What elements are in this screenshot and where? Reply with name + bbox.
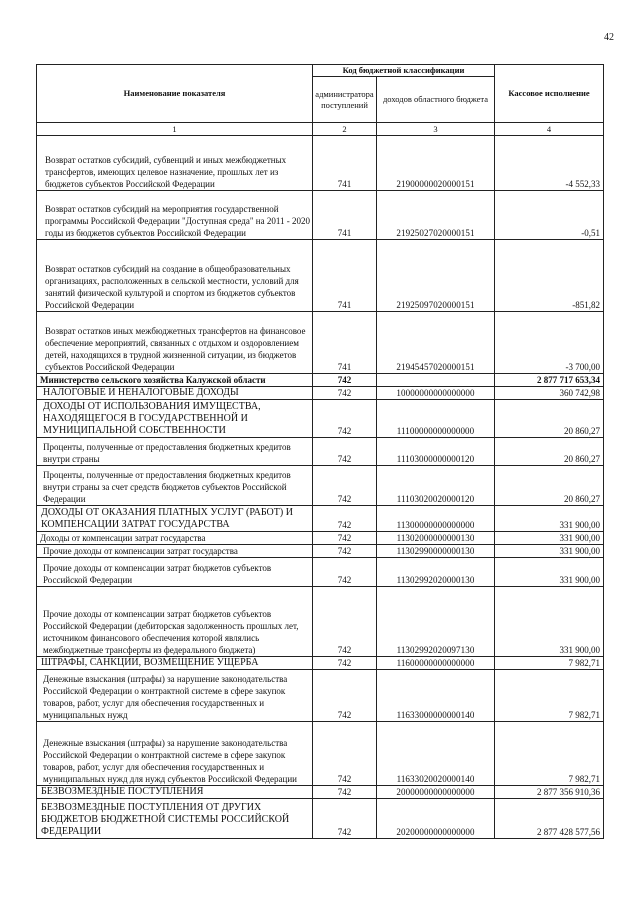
row-name: БЕЗВОЗМЕЗДНЫЕ ПОСТУПЛЕНИЯ <box>37 786 313 799</box>
row-name: Проценты, полученные от предоставления бюджетных кредитов внутри страны <box>37 438 313 466</box>
row-name: ШТРАФЫ, САНКЦИИ, ВОЗМЕЩЕНИЕ УЩЕРБА <box>37 657 313 670</box>
row-sum: 2 877 717 653,34 <box>495 374 604 387</box>
row-name: Проценты, полученные от предоставления бюджетных кредитов внутри страны за счет средств бюджетов субъектов Российской Федерации <box>37 466 313 506</box>
row-code: 21925027020000151 <box>377 191 495 240</box>
table-row <box>37 532 604 545</box>
row-sum: -4 552,33 <box>495 136 604 191</box>
row-admin: 742 <box>313 657 377 670</box>
row-code: 10000000000000000 <box>377 387 495 400</box>
row-name: ДОХОДЫ ОТ ОКАЗАНИЯ ПЛАТНЫХ УСЛУГ (РАБОТ) И КОМПЕНСАЦИИ ЗАТРАТ ГОСУДАРСТВА <box>37 506 313 532</box>
row-sum: 2 877 356 910,36 <box>495 786 604 799</box>
row-admin: 741 <box>313 312 377 374</box>
row-name: НАЛОГОВЫЕ И НЕНАЛОГОВЫЕ ДОХОДЫ <box>37 387 313 400</box>
row-sum: 20 860,27 <box>495 466 604 506</box>
row-sum: -851,82 <box>495 240 604 312</box>
row-sum: 331 900,00 <box>495 545 604 558</box>
row-sum: 20 860,27 <box>495 438 604 466</box>
row-sum: -3 700,00 <box>495 312 604 374</box>
row-sum: -0,51 <box>495 191 604 240</box>
row-name: Возврат остатков субсидий на мероприятия государственной программы Российской Федерации "Доступная среда" на 2011 - 2020 годы из бюджетов субъектов Российской Федерации <box>37 191 313 240</box>
row-admin: 742 <box>313 558 377 587</box>
row-sum: 360 742,98 <box>495 387 604 400</box>
row-sum: 7 982,71 <box>495 670 604 722</box>
table-row <box>37 438 604 466</box>
header-income: доходов областного бюджета <box>377 77 495 123</box>
table-row <box>37 506 604 532</box>
row-admin: 742 <box>313 722 377 786</box>
row-sum: 2 877 428 577,56 <box>495 799 604 839</box>
table-row <box>37 545 604 558</box>
row-admin: 742 <box>313 545 377 558</box>
table-row <box>37 722 604 786</box>
row-code: 11633000000000140 <box>377 670 495 722</box>
table-row <box>37 657 604 670</box>
row-name: Прочие доходы от компенсации затрат бюджетов субъектов Российской Федерации <box>37 558 313 587</box>
row-code: 21900000020000151 <box>377 136 495 191</box>
row-admin: 742 <box>313 466 377 506</box>
row-name: Министерство сельского хозяйства Калужской области <box>37 374 313 387</box>
row-admin: 742 <box>313 786 377 799</box>
row-sum: 7 982,71 <box>495 722 604 786</box>
row-sum: 7 982,71 <box>495 657 604 670</box>
row-code: 11633020020000140 <box>377 722 495 786</box>
row-code: 11302992020097130 <box>377 587 495 657</box>
row-code: 21945457020000151 <box>377 312 495 374</box>
table-row <box>37 786 604 799</box>
table-row <box>37 374 604 387</box>
row-name: Возврат остатков субсидий, субвенций и иных межбюджетных трансфертов, имеющих целевое назначение, прошлых лет из бюджетов субъектов Российской Федерации <box>37 136 313 191</box>
row-code: 20000000000000000 <box>377 786 495 799</box>
row-code: 21925097020000151 <box>377 240 495 312</box>
row-code: 11302992020000130 <box>377 558 495 587</box>
row-code: 11600000000000000 <box>377 657 495 670</box>
row-sum: 331 900,00 <box>495 587 604 657</box>
header-name: Наименование показателя <box>37 65 313 123</box>
row-admin: 742 <box>313 587 377 657</box>
row-name: Прочие доходы от компенсации затрат бюджетов субъектов Российской Федерации (дебиторская задолженность прошлых лет, источником финансового обеспечения которой являлись межбюджетные трансферты из федерального бюджета) <box>37 587 313 657</box>
table-row <box>37 558 604 587</box>
row-admin: 741 <box>313 191 377 240</box>
table-row <box>37 799 604 839</box>
row-name: Возврат остатков иных межбюджетных трансфертов на финансовое обеспечение мероприятий, связанных с отдыхом и оздоровлением детей, находящихся в трудной жизненной ситуации, из бюджетов субъектов Российской Федерации <box>37 312 313 374</box>
row-admin: 742 <box>313 506 377 532</box>
row-sum: 20 860,27 <box>495 400 604 438</box>
header-execution: Кассовое исполнение <box>495 65 604 123</box>
row-code: 11302000000000130 <box>377 532 495 545</box>
row-admin: 742 <box>313 670 377 722</box>
row-name: БЕЗВОЗМЕЗДНЫЕ ПОСТУПЛЕНИЯ ОТ ДРУГИХ БЮДЖЕТОВ БЮДЖЕТНОЙ СИСТЕМЫ РОССИЙСКОЙ ФЕДЕРАЦИИ <box>37 799 313 839</box>
row-name: Доходы от компенсации затрат государства <box>37 532 313 545</box>
row-admin: 741 <box>313 240 377 312</box>
header-code-group: Код бюджетной классификации <box>313 65 495 77</box>
row-code: 11103020020000120 <box>377 466 495 506</box>
row-code <box>377 374 495 387</box>
row-name: Денежные взыскания (штрафы) за нарушение законодательства Российской Федерации о контрактной системе в сфере закупок товаров, работ, услуг для обеспечения государственных и муниципальных нужд для нужд субъектов Российской Федерации <box>37 722 313 786</box>
table-row <box>37 387 604 400</box>
row-code: 11302990000000130 <box>377 545 495 558</box>
col-number: 1 <box>37 123 313 136</box>
table-row <box>37 670 604 722</box>
col-number: 3 <box>377 123 495 136</box>
row-name: Возврат остатков субсидий на создание в общеобразовательных организациях, расположенных в сельской местности, условий для занятий физической культурой и спортом из бюджетов субъектов Российской Федерации <box>37 240 313 312</box>
row-name: ДОХОДЫ ОТ ИСПОЛЬЗОВАНИЯ ИМУЩЕСТВА, НАХОДЯЩЕГОСЯ В ГОСУДАРСТВЕННОЙ И МУНИЦИПАЛЬНОЙ СОБСТВЕННОСТИ <box>37 400 313 438</box>
table-row <box>37 400 604 438</box>
row-admin: 742 <box>313 400 377 438</box>
col-number: 4 <box>495 123 604 136</box>
row-admin: 742 <box>313 374 377 387</box>
table-row <box>37 466 604 506</box>
row-sum: 331 900,00 <box>495 506 604 532</box>
row-code: 11103000000000120 <box>377 438 495 466</box>
row-code: 11300000000000000 <box>377 506 495 532</box>
row-admin: 742 <box>313 387 377 400</box>
table-row <box>37 191 604 240</box>
budget-table <box>36 64 604 839</box>
row-code: 20200000000000000 <box>377 799 495 839</box>
row-admin: 741 <box>313 136 377 191</box>
row-admin: 742 <box>313 532 377 545</box>
row-admin: 742 <box>313 438 377 466</box>
table-row <box>37 312 604 374</box>
page-number: 42 <box>604 32 614 43</box>
table-row <box>37 587 604 657</box>
table-row <box>37 240 604 312</box>
row-name: Денежные взыскания (штрафы) за нарушение законодательства Российской Федерации о контрактной системе в сфере закупок товаров, работ, услуг для обеспечения государственных и муниципальных нужд <box>37 670 313 722</box>
table-row <box>37 136 604 191</box>
row-name: Прочие доходы от компенсации затрат государства <box>37 545 313 558</box>
row-sum: 331 900,00 <box>495 532 604 545</box>
row-admin: 742 <box>313 799 377 839</box>
header-admin: администратора поступлений <box>313 77 377 123</box>
row-code: 11100000000000000 <box>377 400 495 438</box>
row-sum: 331 900,00 <box>495 558 604 587</box>
col-number: 2 <box>313 123 377 136</box>
